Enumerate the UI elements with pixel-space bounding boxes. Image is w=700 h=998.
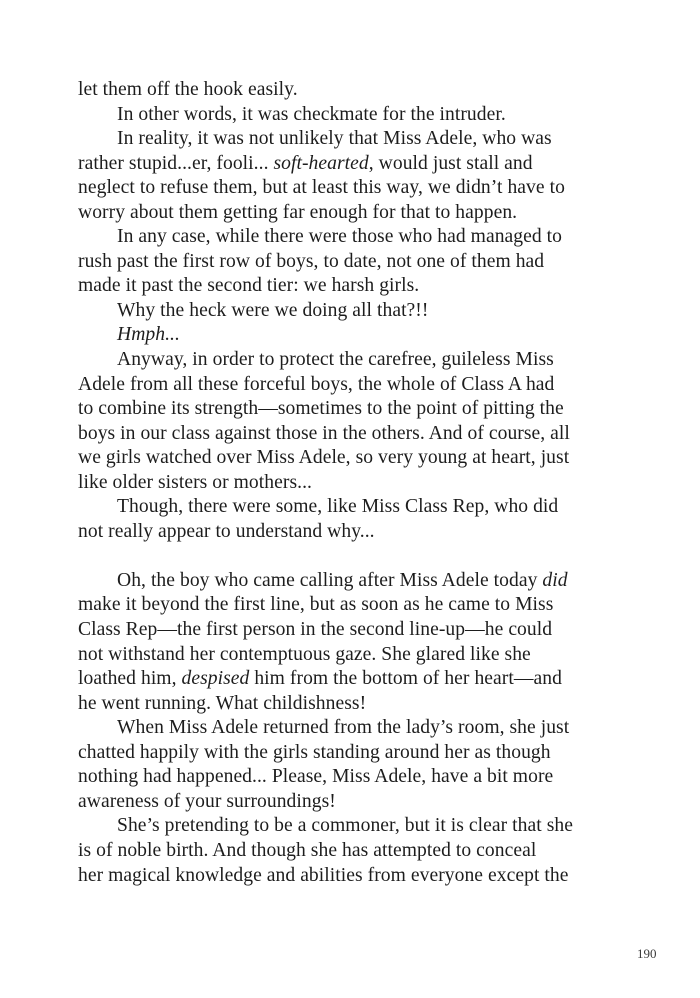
text-segment: chatted happily with the girls standing around her as though: [78, 741, 551, 763]
book-page-body: [78, 78, 634, 888]
text-segment: loathed him,: [78, 668, 182, 690]
text-segment: Oh, the boy who came calling after Miss Adele today: [117, 569, 543, 591]
section-break: [78, 544, 634, 569]
text-segment: neglect to refuse them, but at least this way, we didn’t have to: [78, 177, 565, 199]
text-segment: her magical knowledge and abilities from everyone except the: [78, 864, 569, 886]
text-segment: like older sisters or mothers...: [78, 471, 312, 493]
text-segment: awareness of your surroundings!: [78, 790, 336, 812]
text-line: [78, 422, 634, 447]
text-line: [78, 593, 634, 618]
text-segment: , would just stall and: [368, 152, 533, 174]
text-segment: Why the heck were we doing all that?!!: [117, 299, 429, 321]
italic-text: Hmph...: [117, 324, 180, 346]
text-line: [78, 839, 634, 864]
text-segment: let them off the hook easily.: [78, 79, 298, 100]
text-line: [78, 864, 634, 889]
text-line: [78, 201, 634, 226]
text-segment: is of noble birth. And though she has attempted to conceal: [78, 839, 537, 861]
text-segment: In any case, while there were those who had managed to: [117, 226, 563, 248]
italic-text: soft-hearted: [273, 152, 369, 174]
text-line: [78, 152, 634, 177]
text-segment: we girls watched over Miss Adele, so very young at heart, just: [78, 447, 570, 469]
text-line: [78, 299, 634, 324]
italic-text: did: [542, 569, 568, 591]
text-segment: him from the bottom of her heart—and: [249, 668, 562, 690]
text-segment: When Miss Adele returned from the lady’s room, she just: [117, 717, 570, 739]
text-segment: worry about them getting far enough for that to happen.: [78, 201, 518, 223]
text-line: [78, 814, 634, 839]
text-line: [78, 716, 634, 741]
text-line: [78, 103, 634, 128]
text-segment: Though, there were some, like Miss Class Rep, who did: [117, 496, 559, 518]
text-segment: rather stupid...er, fooli...: [78, 152, 274, 174]
text-line: [78, 78, 634, 103]
text-segment: Anyway, in order to protect the carefree, guileless Miss: [117, 349, 554, 371]
text-line: [78, 520, 634, 545]
text-line: [78, 446, 634, 471]
text-line: [78, 323, 634, 348]
text-segment: Adele from all these forceful boys, the whole of Class A had: [78, 373, 555, 395]
text-line: [78, 250, 634, 275]
text-segment: not really appear to understand why...: [78, 520, 375, 542]
page-number: 190: [637, 946, 657, 961]
text-line: [78, 348, 634, 373]
text-segment: to combine its strength—sometimes to the point of pitting the: [78, 398, 564, 420]
text-line: [78, 643, 634, 668]
text-line: [78, 127, 634, 152]
text-segment: boys in our class against those in the others. And of course, all: [78, 422, 570, 444]
text-line: [78, 373, 634, 398]
text-segment: not withstand her contemptuous gaze. She glared like she: [78, 643, 531, 665]
text-line: [78, 397, 634, 422]
text-line: [78, 692, 634, 717]
text-line: [78, 225, 634, 250]
text-segment: nothing had happened... Please, Miss Adele, have a bit more: [78, 766, 554, 788]
text-line: [78, 790, 634, 815]
text-line: [78, 471, 634, 496]
italic-text: despised: [181, 668, 250, 690]
text-segment: In reality, it was not unlikely that Miss Adele, who was: [117, 128, 552, 150]
text-segment: rush past the first row of boys, to date, not one of them had: [78, 250, 545, 272]
text-segment: made it past the second tier: we harsh girls.: [78, 275, 420, 297]
text-line: [78, 667, 634, 692]
text-line: [78, 274, 634, 299]
text-segment: In other words, it was checkmate for the intruder.: [117, 103, 506, 125]
text-line: [78, 176, 634, 201]
text-line: [78, 765, 634, 790]
text-segment: make it beyond the first line, but as soon as he came to Miss: [78, 594, 554, 616]
text-line: [78, 618, 634, 643]
text-line: [78, 495, 634, 520]
text-segment: he went running. What childishness!: [78, 692, 367, 714]
text-line: [78, 569, 634, 594]
text-segment: She’s pretending to be a commoner, but it is clear that she: [117, 815, 573, 837]
text-line: [78, 741, 634, 766]
text-segment: Class Rep—the first person in the second line-up—he could: [78, 619, 553, 641]
